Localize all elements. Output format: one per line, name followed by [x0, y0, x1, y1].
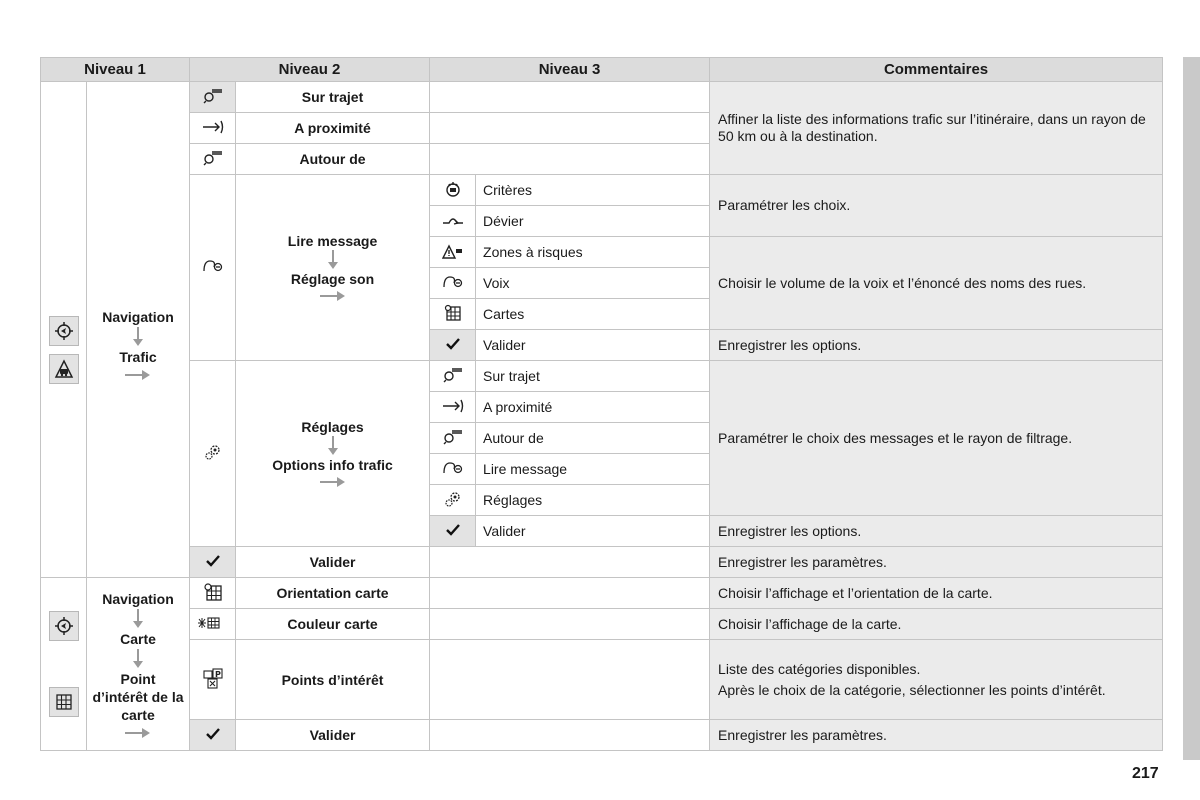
level3-label[interactable]: Lire message	[476, 454, 710, 485]
table-row	[41, 361, 1163, 392]
check-icon	[190, 547, 236, 578]
comment-cell: Choisir le volume de la voix et l’énoncé des noms des rues.	[710, 237, 1163, 330]
right-arrow-icon	[320, 290, 346, 302]
detour-icon	[430, 206, 476, 237]
poi-icon	[190, 640, 236, 720]
svg-text:P: P	[214, 670, 221, 679]
nav-label: Navigation	[102, 590, 174, 607]
level3-label[interactable]: Valider	[476, 516, 710, 547]
level3-label[interactable]: Critères	[476, 175, 710, 206]
comment-cell: Enregistrer les options.	[710, 516, 1163, 547]
voice-icon	[430, 268, 476, 299]
traffic-icon	[49, 354, 79, 384]
level2-label[interactable]: Valider	[236, 547, 430, 578]
comment-cell: Choisir l’affichage de la carte.	[710, 609, 1163, 640]
header-niveau3: Niveau 3	[430, 58, 710, 82]
sub-label: Trafic	[119, 349, 157, 365]
level2-label[interactable]: Points d’intérêt	[236, 640, 430, 720]
level2-label[interactable]: A proximité	[236, 113, 430, 144]
empty-cell	[430, 640, 710, 720]
check-icon	[430, 330, 476, 361]
level3-label[interactable]: Cartes	[476, 299, 710, 330]
table-row	[41, 640, 1163, 720]
voice-icon	[190, 175, 236, 361]
header-niveau1: Niveau 1	[41, 58, 190, 82]
comment-line: Après le choix de la catégorie, sélectionner les points d’intérêt.	[718, 681, 1106, 698]
page-number: 217	[1132, 765, 1159, 782]
header-niveau2: Niveau 2	[190, 58, 430, 82]
nav-path-trafic	[87, 82, 190, 578]
empty-cell	[430, 144, 710, 175]
gears-icon	[430, 485, 476, 516]
gears-icon	[190, 361, 236, 547]
risk-zone-icon	[430, 237, 476, 268]
level3-label[interactable]: Valider	[476, 330, 710, 361]
map-color-icon	[190, 609, 236, 640]
options-info-trafic-label[interactable]: Options info trafic	[272, 457, 393, 473]
comment-cell: Affiner la liste des informations trafic sur l’itinéraire, dans un rayon de 50 km ou à la destination.	[710, 82, 1163, 175]
table-row	[41, 609, 1163, 640]
level3-label[interactable]: A proximité	[476, 392, 710, 423]
comment-cell: Enregistrer les paramètres.	[710, 720, 1163, 751]
level2-label[interactable]: Valider	[236, 720, 430, 751]
level3-label[interactable]: Voix	[476, 268, 710, 299]
level2-label[interactable]: Orientation carte	[236, 578, 430, 609]
reglage-son-label[interactable]: Réglage son	[290, 271, 375, 287]
navigation-icon	[49, 611, 79, 641]
lire-message-label[interactable]: Lire message	[287, 233, 378, 249]
level3-label[interactable]: Zones à risques	[476, 237, 710, 268]
empty-cell	[430, 578, 710, 609]
table-row	[41, 175, 1163, 206]
level3-label[interactable]: Dévier	[476, 206, 710, 237]
empty-cell	[430, 547, 710, 578]
table-row	[41, 578, 1163, 609]
page-tab-strip	[1183, 57, 1200, 760]
nearby-arrow-icon	[430, 392, 476, 423]
nav-icons-cell	[41, 578, 87, 751]
check-icon	[190, 720, 236, 751]
reglages-label[interactable]: Réglages	[301, 419, 364, 435]
down-arrow-icon	[328, 249, 338, 271]
down-arrow-icon	[133, 648, 143, 670]
level3-label[interactable]: Réglages	[476, 485, 710, 516]
table-row	[41, 547, 1163, 578]
empty-cell	[430, 113, 710, 144]
nearby-arrow-icon	[190, 113, 236, 144]
voice-icon	[430, 454, 476, 485]
header-commentaires: Commentaires	[710, 58, 1163, 82]
level2-label[interactable]: Couleur carte	[236, 609, 430, 640]
navigation-icon	[49, 316, 79, 346]
route-search-icon	[190, 144, 236, 175]
nav-icons-cell	[41, 82, 87, 578]
comment-cell: Choisir l’affichage et l’orientation de la carte.	[710, 578, 1163, 609]
empty-cell	[430, 720, 710, 751]
sub-label-2: Point d’intérêt de la carte	[92, 670, 184, 723]
comment-cell: Paramétrer le choix des messages et le rayon de filtrage.	[710, 361, 1163, 516]
sub-label: Carte	[120, 630, 156, 647]
down-arrow-icon	[133, 608, 143, 630]
level3-label[interactable]: Autour de	[476, 423, 710, 454]
map-grid-icon	[430, 299, 476, 330]
level2-label[interactable]: Sur trajet	[236, 82, 430, 113]
empty-cell	[430, 609, 710, 640]
comment-cell: Paramétrer les choix.	[710, 175, 1163, 237]
lire-message-cell	[236, 175, 430, 361]
comment-cell: Enregistrer les paramètres.	[710, 547, 1163, 578]
route-search-icon	[430, 361, 476, 392]
right-arrow-icon	[125, 727, 151, 739]
nav-label: Navigation	[102, 309, 174, 325]
nav-path-carte	[87, 578, 190, 751]
down-arrow-icon	[133, 326, 143, 348]
route-search-icon	[190, 82, 236, 113]
map-orientation-icon	[190, 578, 236, 609]
table-header-row	[41, 58, 1163, 82]
right-arrow-icon	[125, 369, 151, 381]
right-arrow-icon	[320, 476, 346, 488]
comment-line: Liste des catégories disponibles.	[718, 660, 921, 677]
comment-cell: Enregistrer les options.	[710, 330, 1163, 361]
level2-label[interactable]: Autour de	[236, 144, 430, 175]
level3-label[interactable]: Sur trajet	[476, 361, 710, 392]
route-search-icon	[430, 423, 476, 454]
empty-cell	[430, 82, 710, 113]
comment-cell	[710, 640, 1163, 720]
table-row	[41, 82, 1163, 113]
menu-table	[40, 57, 1163, 751]
map-icon	[49, 687, 79, 717]
reglages-cell	[236, 361, 430, 547]
table-row	[41, 720, 1163, 751]
criteria-icon	[430, 175, 476, 206]
down-arrow-icon	[328, 435, 338, 457]
check-icon	[430, 516, 476, 547]
